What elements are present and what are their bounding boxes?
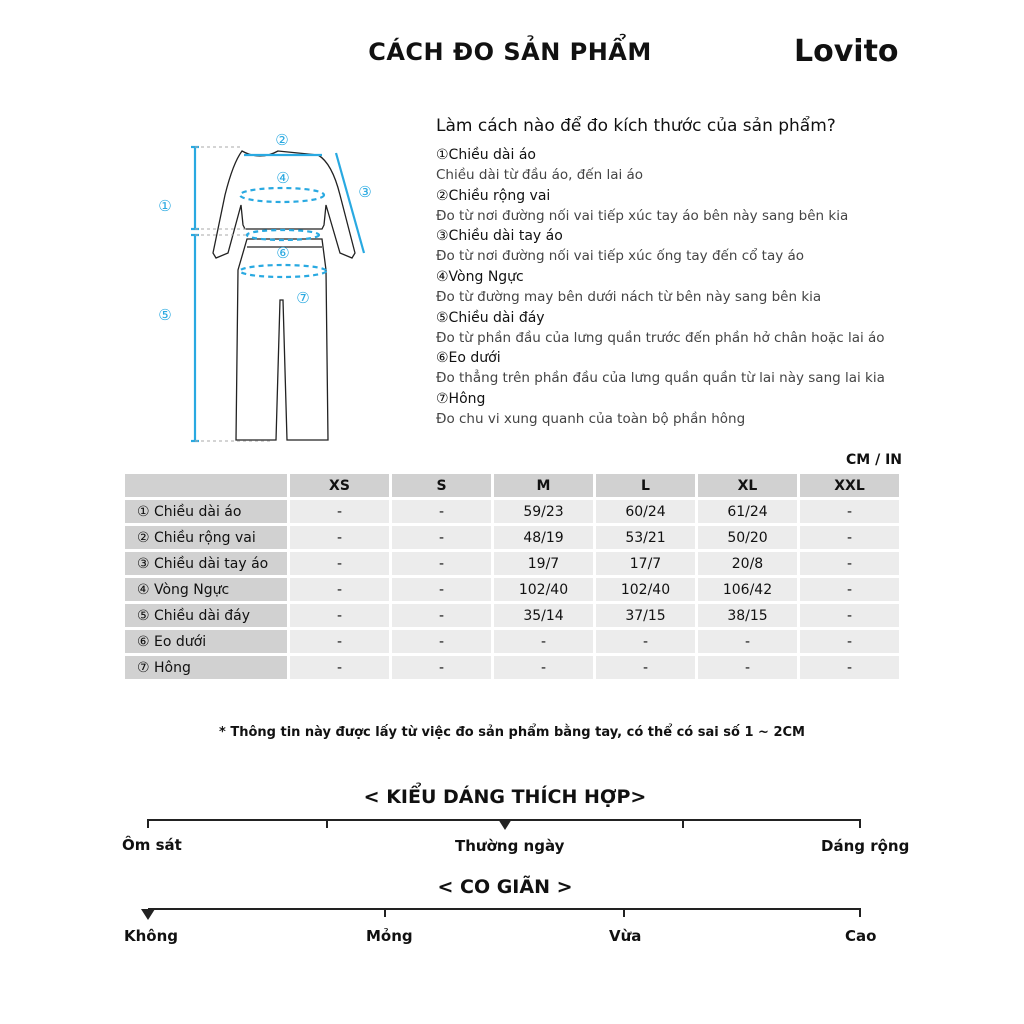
table-cell: 61/24 [698, 500, 797, 523]
table-row [125, 526, 899, 549]
column-header: XS [290, 474, 389, 497]
table-cell: 48/19 [494, 526, 593, 549]
fit-label-loose: Dáng rộng [821, 837, 910, 855]
table-cell: 17/7 [596, 552, 695, 575]
stretch-scale-line [148, 908, 860, 910]
garment-diagram [150, 125, 390, 450]
fit-scale-title: < KIỂU DÁNG THÍCH HỢP> [363, 786, 647, 808]
table-cell: - [800, 552, 899, 575]
table-cell: - [392, 552, 491, 575]
table-cell: - [698, 656, 797, 679]
stretch-tick [384, 908, 386, 917]
fit-tick [859, 819, 861, 828]
guide-item: ④Vòng Ngực Đo từ đường may bên dưới nách từ bên này sang bên kia [436, 269, 822, 306]
row-label: ⑤ Chiều dài đáy [125, 604, 287, 627]
stretch-label-medium: Vừa [609, 927, 642, 945]
table-cell: - [290, 552, 389, 575]
table-cell: - [800, 630, 899, 653]
table-cell: - [290, 578, 389, 601]
stretch-tick [623, 908, 625, 917]
fit-label-tight: Ôm sát [122, 836, 182, 854]
stretch-selected-marker-icon [141, 909, 155, 920]
table-cell: 102/40 [494, 578, 593, 601]
column-header: XL [698, 474, 797, 497]
table-cell: - [800, 526, 899, 549]
table-cell: - [290, 656, 389, 679]
table-cell: 60/24 [596, 500, 695, 523]
fit-label-regular: Thường ngày [455, 837, 565, 855]
table-cell: 102/40 [596, 578, 695, 601]
table-cell: 106/42 [698, 578, 797, 601]
unit-label: CM / IN [846, 452, 902, 468]
table-cell: 38/15 [698, 604, 797, 627]
stretch-label-high: Cao [845, 927, 877, 945]
table-cell: - [392, 630, 491, 653]
table-cell: - [494, 630, 593, 653]
table-cell: - [290, 604, 389, 627]
page-title: CÁCH ĐO SẢN PHẨM [368, 38, 652, 66]
row-label: ⑥ Eo dưới [125, 630, 287, 653]
row-label: ② Chiều rộng vai [125, 526, 287, 549]
column-header: S [392, 474, 491, 497]
table-cell: 19/7 [494, 552, 593, 575]
table-cell: 50/20 [698, 526, 797, 549]
diagram-label-2: ② [275, 131, 289, 149]
stretch-tick [859, 908, 861, 917]
table-cell: - [392, 656, 491, 679]
corner-cell [125, 474, 287, 497]
table-cell: 37/15 [596, 604, 695, 627]
stretch-label-thin: Mỏng [366, 927, 413, 945]
table-row [125, 656, 899, 679]
table-row [125, 578, 899, 601]
row-label: ⑦ Hông [125, 656, 287, 679]
table-row [125, 500, 899, 523]
guide-item: ①Chiều dài áo Chiều dài từ đầu áo, đến lai áo [436, 147, 644, 183]
table-row [125, 604, 899, 627]
row-label: ④ Vòng Ngực [125, 578, 287, 601]
column-header: XXL [800, 474, 899, 497]
table-cell: 59/23 [494, 500, 593, 523]
brand-logo: Lovito [794, 34, 899, 69]
row-label: ③ Chiều dài tay áo [125, 552, 287, 575]
table-cell: - [800, 604, 899, 627]
column-header: L [596, 474, 695, 497]
table-row [125, 630, 899, 653]
fit-selected-marker-icon [498, 819, 512, 830]
table-cell: - [800, 500, 899, 523]
measurement-note: * Thông tin này được lấy từ việc đo sản phẩm bằng tay, có thể có sai số 1 ~ 2CM [219, 725, 805, 740]
fit-tick [682, 819, 684, 828]
guide-question: Làm cách nào để đo kích thước của sản phẩm? [436, 116, 836, 136]
table-header-row [125, 474, 899, 497]
table-cell: - [392, 578, 491, 601]
guide-item: ⑤Chiều dài đáy Đo từ phần đầu của lưng quần trước đến phần hở chân hoặc lai áo [436, 309, 885, 346]
table-cell: - [596, 656, 695, 679]
table-cell: - [596, 630, 695, 653]
table-cell: - [392, 604, 491, 627]
table-cell: - [290, 526, 389, 549]
table-cell: - [392, 500, 491, 523]
stretch-scale-title: < CO GIÃN > [437, 876, 573, 898]
guide-item: ②Chiều rộng vai Đo từ nơi đường nối vai tiếp xúc tay áo bên này sang bên kia [436, 187, 849, 224]
guide-item: ⑦Hông Đo chu vi xung quanh của toàn bộ phần hông [436, 391, 746, 428]
diagram-label-3: ③ [358, 183, 372, 201]
table-cell: - [290, 630, 389, 653]
table-cell: - [698, 630, 797, 653]
diagram-label-5: ⑤ [158, 306, 172, 324]
diagram-label-4: ④ [276, 169, 290, 187]
guide-item: ③Chiều dài tay áo Đo từ nơi đường nối vai tiếp xúc ống tay đến cổ tay áo [436, 228, 805, 265]
table-cell: - [392, 526, 491, 549]
column-header: M [494, 474, 593, 497]
diagram-label-7: ⑦ [296, 289, 310, 307]
row-label: ① Chiều dài áo [125, 500, 287, 523]
table-cell: 53/21 [596, 526, 695, 549]
measure-guide [436, 146, 996, 431]
table-cell: 20/8 [698, 552, 797, 575]
stretch-label-none: Không [124, 927, 179, 945]
table-cell: - [494, 656, 593, 679]
table-cell: 35/14 [494, 604, 593, 627]
guide-item: ⑥Eo dưới Đo thẳng trên phần đầu của lưng quần quần từ lai này sang lai kia [436, 350, 885, 387]
diagram-label-1: ① [158, 197, 172, 215]
table-row [125, 552, 899, 575]
table-cell: - [290, 500, 389, 523]
diagram-label-6: ⑥ [276, 244, 290, 262]
size-table [122, 471, 902, 682]
fit-tick [326, 819, 328, 828]
table-cell: - [800, 656, 899, 679]
table-cell: - [800, 578, 899, 601]
fit-tick [147, 819, 149, 828]
